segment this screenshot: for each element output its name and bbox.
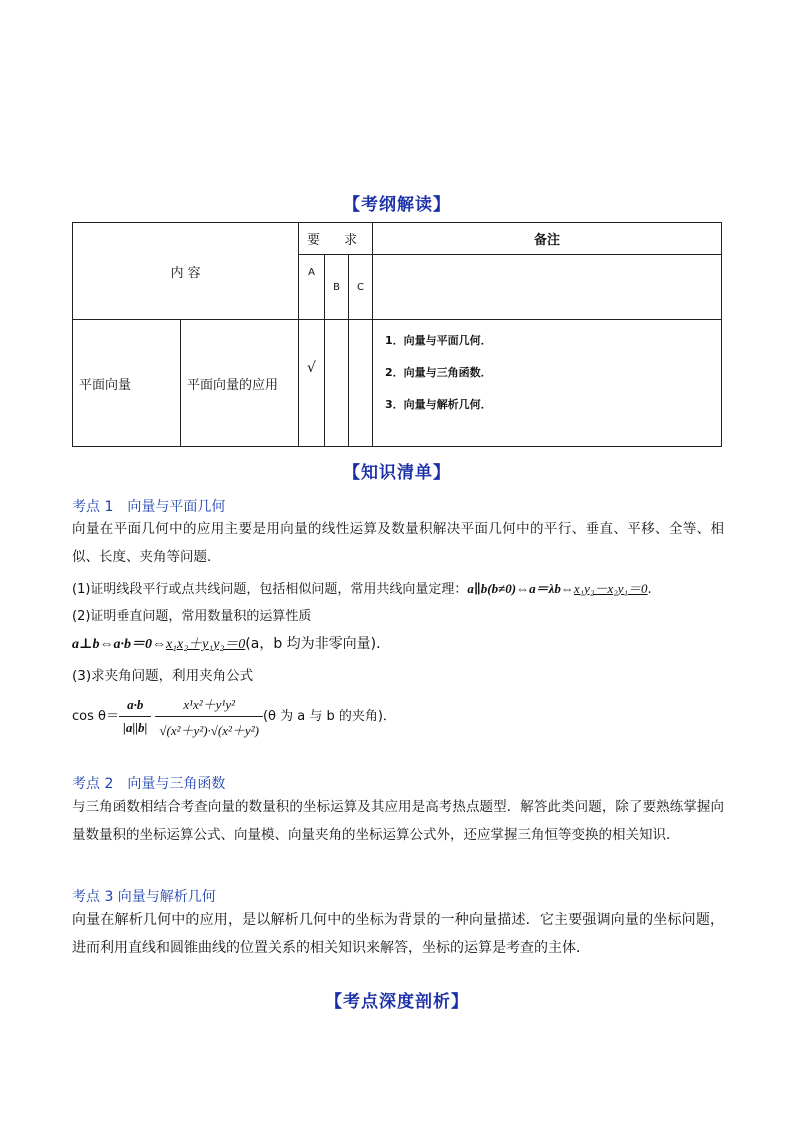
notes-blank [373,255,722,320]
outline-heading: 【考纲解读】 [343,195,451,215]
kp2-title: 考点 2 向量与三角函数 [72,776,226,792]
note-item-2: 2．向量与三角函数． [385,366,492,379]
kp3-text: 向量在解析几何中的应用，是以解析几何中的坐标为背景的一种向量描述．它主要强调向量的坐标问题，进而利用直线和圆锥曲线的位置关系的相关知识来解答，坐标的运算是考查的主体． [72,912,724,956]
level-c-cell [349,320,373,447]
level-c: C [349,255,373,320]
knowledge-heading: 【知识清单】 [343,463,451,483]
notes-cell [373,320,722,447]
kp1-item2-formula: a⊥b⇔a·b＝0⇔x₁x₂＋y₁y₂＝0(a，b 均为非零向量)． [72,636,391,652]
note-item-1: 1．向量与平面几何． [385,334,492,347]
require-header: 要 求 [299,223,373,255]
check-mark: √ [299,320,325,447]
kp1-item2: (2)证明垂直问题，常用数量积的运算性质 [72,609,312,624]
level-a: A [299,255,325,320]
note-item-3: 3．向量与解析几何． [385,398,492,411]
topic-cell: 平面向量 [73,320,181,447]
angle-formula: cos θ＝ $\frac{a\cdot b}{|a||b|}$ $\frac{\text{x¹x²＋y¹y²}}{\text{√(x²＋y²)·√(x²＋y²)}}$ (θ 为 a 与 b 的夹角)． [72,694,396,739]
content-header: 内 容 [73,223,299,320]
level-b: B [325,255,349,320]
kp1-intro: 向量在平面几何中的应用主要是用向量的线性运算及数量积解决平面几何中的平行、垂直、平移、全等、相似、长度、夹角等问题． [72,521,724,565]
outline-table [72,222,722,447]
kp1-item3: (3)求夹角问题，利用夹角公式 [72,668,254,684]
kp3-title: 考点 3 向量与解析几何 [72,889,216,905]
kp1-item1: (1)证明线段平行或点共线问题，包括相似问题，常用共线向量定理：a∥b(b≠0)⇔a＝λb⇔x₁y₂－x₂y₁＝0. [72,581,652,597]
notes-header: 备注 [373,223,722,255]
level-b-cell [325,320,349,447]
analysis-heading: 【考点深度剖析】 [325,992,469,1012]
subtopic-cell: 平面向量的应用 [181,320,299,447]
kp2-text: 与三角函数相结合考查向量的数量积的坐标运算及其应用是高考热点题型．解答此类问题，除了要熟练掌握向量数量积的坐标运算公式、向量模、向量夹角的坐标运算公式外，还应掌握三角恒等变换的相关知识． [72,799,724,843]
kp1-title: 考点 1 向量与平面几何 [72,499,226,515]
